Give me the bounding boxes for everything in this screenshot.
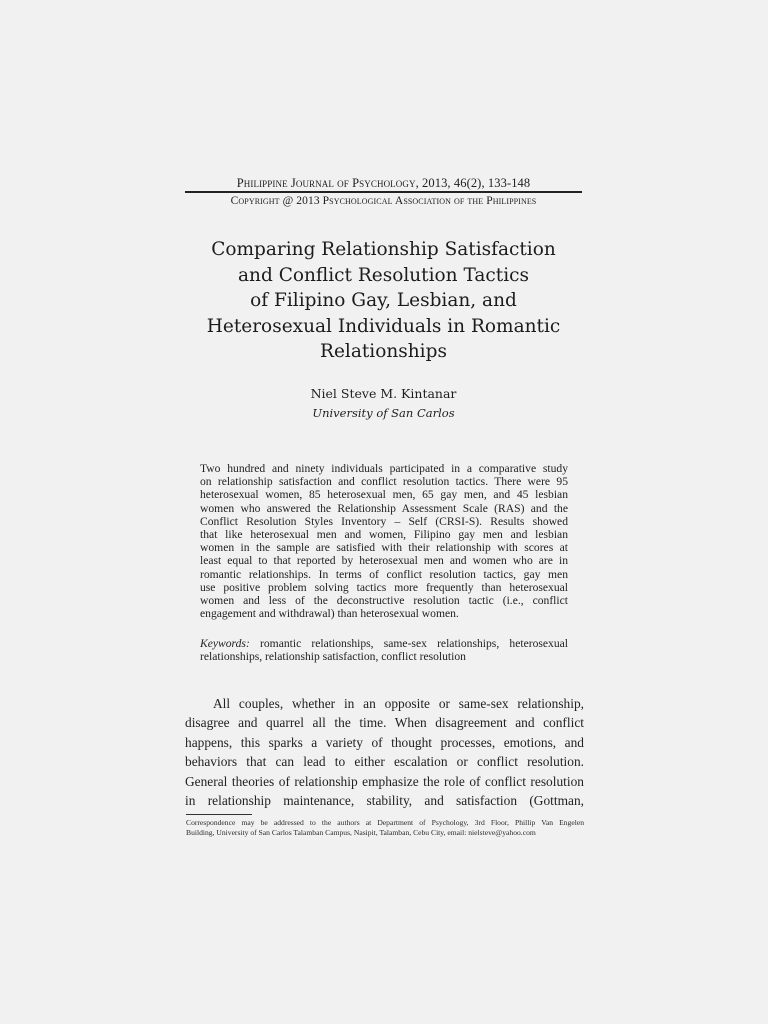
footnote-rule [186,814,252,815]
abstract-line: that like heterosexual men and women, Filipino gay men and lesbian [200,528,568,542]
abstract-line: Two hundred and ninety individuals participated in a comparative study [200,462,568,475]
keywords-block [200,637,568,664]
footnote-line: Correspondence may be addressed to the authors at Department of Psychology, 3rd Floor, Phillip Van Engelen [186,818,584,827]
abstract-line: engagement and withdrawal) than heterosexual women. [200,607,459,621]
abstract-line: use positive problem solving tactics more frequently than heterosexual [200,580,568,594]
abstract-line: romantic relationships. In terms of conflict resolution tactics, gay men [200,567,568,581]
abstract-line: Conflict Resolution Styles Inventory – Self (CRSI-S). Results showed [200,514,568,528]
body-paragraph [185,694,584,810]
paper-title [170,237,597,365]
body-line: General theories of relationship emphasize the role of conflict resolution [185,773,584,789]
author-affiliation: University of San Carlos [312,406,455,420]
title-line: Heterosexual Individuals in Romantic [206,315,561,337]
body-line: happens, this sparks a variety of thought processes, emotions, and [185,734,584,750]
body-line: disagree and quarrel all the time. When disagreement and conflict [185,715,584,731]
title-line: Comparing Relationship Satisfaction [211,239,556,260]
abstract-line: heterosexual women, 85 heterosexual men, 65 gay men, and 45 lesbian [200,488,568,502]
keywords-text: romantic relationships, same-sex relationships, heterosexual [260,637,568,650]
abstract-line: least equal to that reported by heterosexual men and women who are in [200,554,568,568]
copyright-notice: Copyright @ 2013 Psychological Association of the Philippines [230,194,537,207]
abstract-line: women in the sample are satisfied with their relationship with scores at [200,541,568,555]
journal-citation: Philippine Journal of Psychology, 2013, 46(2), 133-148 [236,176,531,190]
abstract-line: women and less of the deconstructive resolution tactic (i.e., conflict [200,594,568,608]
correspondence-footnote [186,818,584,838]
journal-header [185,176,582,208]
abstract-line: women who answered the Relationship Assessment Scale (RAS) and the [200,501,568,515]
keywords-line: relationships, relationship satisfaction, conflict resolution [200,650,466,664]
abstract [200,462,568,620]
title-line: of Filipino Gay, Lesbian, and [250,290,517,311]
body-line: in relationship maintenance, stability, and satisfaction (Gottman, [185,793,584,809]
body-line: All couples, whether in an opposite or same-sex relationship, [213,696,584,711]
title-line: and Conflict Resolution Tactics [238,264,529,286]
author-name: Niel Steve M. Kintanar [310,386,457,401]
abstract-line: on relationship satisfaction and conflict resolution tactics. There were 95 [200,475,568,489]
body-line: behaviors that can lead to either escalation or conflict resolution. [185,754,584,770]
title-line: Relationships [320,341,447,362]
keywords-label: Keywords: [200,637,250,650]
header-rule [185,191,582,193]
keywords-line [200,637,568,650]
footnote-line: Building, University of San Carlos Talamban Campus, Nasipit, Talamban, Cebu City, email: nielsteve@yahoo.com [186,828,536,838]
